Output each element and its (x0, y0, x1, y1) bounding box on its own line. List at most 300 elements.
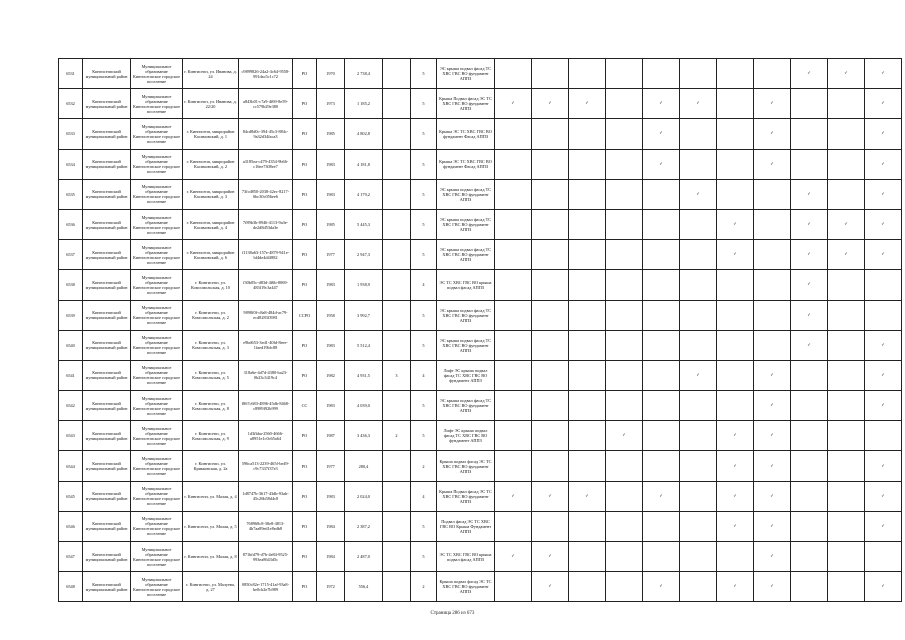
count-cell: 5 (411, 542, 437, 572)
work-cell (828, 542, 865, 572)
district-cell: Кингисеппский муниципальный район (83, 572, 131, 602)
municipality-cell: Муниципальное образование Кингисеппское городское поселение (131, 572, 183, 602)
municipality-cell: Муниципальное образование Кингисеппское городское поселение (131, 89, 183, 119)
work-cell (569, 360, 606, 390)
house-guid-cell: 596ca513-2239-465f-be49-c9c7337f37e3 (239, 451, 293, 481)
year-cell: 1983 (317, 481, 345, 511)
check-mark-icon: ✓ (754, 542, 791, 572)
work-cell (680, 270, 717, 300)
work-cell (606, 572, 643, 602)
work-cell (791, 119, 828, 149)
check-mark-icon: ✓ (828, 59, 865, 89)
table-row (59, 391, 902, 421)
row-number: 6535 (59, 179, 83, 209)
work-cell (828, 481, 865, 511)
check-mark-icon: ✓ (643, 149, 680, 179)
count-cell: 5 (411, 119, 437, 149)
lifts-cell: 2 (383, 421, 411, 451)
row-number: 6546 (59, 511, 83, 541)
count-cell: 5 (411, 209, 437, 239)
check-mark-icon: ✓ (865, 330, 902, 360)
lifts-cell (383, 572, 411, 602)
area-cell: 2 738,4 (345, 59, 383, 89)
work-cell (680, 330, 717, 360)
work-cell (606, 270, 643, 300)
district-cell: Кингисеппский муниципальный район (83, 421, 131, 451)
ownership-cell: РО (293, 421, 317, 451)
year-cell: 1985 (317, 119, 345, 149)
work-cell (828, 149, 865, 179)
municipality-cell: Муниципальное образование Кингисеппское городское поселение (131, 240, 183, 270)
area-cell: 3 436,3 (345, 421, 383, 451)
area-cell: 280,4 (345, 451, 383, 481)
address-cell: г. Кингисепп, ул. Иванова, д. 22/20 (183, 89, 239, 119)
work-cell (495, 360, 532, 390)
table-row (59, 179, 902, 209)
count-cell: 5 (411, 421, 437, 451)
district-cell: Кингисеппский муниципальный район (83, 149, 131, 179)
count-cell: 5 (411, 330, 437, 360)
works-cell: ЭС крыша подвал фасад ТС ХВС ГВС ВО фундамент АППЗ (437, 391, 495, 421)
work-cell (717, 330, 754, 360)
work-cell (754, 179, 791, 209)
work-cell (791, 511, 828, 541)
work-cell (680, 240, 717, 270)
municipality-cell: Муниципальное образование Кингисеппское городское поселение (131, 270, 183, 300)
table-row (59, 209, 902, 239)
year-cell: 1977 (317, 451, 345, 481)
work-cell (680, 421, 717, 451)
check-mark-icon: ✓ (717, 451, 754, 481)
count-cell: 5 (411, 89, 437, 119)
ownership-cell: РО (293, 149, 317, 179)
work-cell (606, 300, 643, 330)
year-cell: 1977 (317, 240, 345, 270)
work-cell (680, 451, 717, 481)
ownership-cell: СС (293, 391, 317, 421)
work-cell (717, 89, 754, 119)
check-mark-icon: ✓ (865, 451, 902, 481)
check-mark-icon: ✓ (865, 391, 902, 421)
address-cell: г. Кингисепп, ул. Крикковская, д. 2а (183, 451, 239, 481)
row-number: 6537 (59, 240, 83, 270)
work-cell (532, 240, 569, 270)
year-cell: 1982 (317, 360, 345, 390)
check-mark-icon: ✓ (865, 59, 902, 89)
table-row (59, 270, 902, 300)
year-cell: 1973 (317, 89, 345, 119)
area-cell: 4 179,2 (345, 179, 383, 209)
check-mark-icon: ✓ (791, 179, 828, 209)
house-guid-cell: e9bd653-3ed1-40fd-8eee-1faed19bfc88 (239, 330, 293, 360)
check-mark-icon: ✓ (532, 572, 569, 602)
check-mark-icon: ✓ (865, 572, 902, 602)
work-cell (606, 119, 643, 149)
work-cell (643, 270, 680, 300)
house-guid-cell: f1138a63-157e-4879-941e-bf4de4d4f882 (239, 240, 293, 270)
check-mark-icon: ✓ (717, 572, 754, 602)
area-cell: 1 185,2 (345, 89, 383, 119)
check-mark-icon: ✓ (754, 149, 791, 179)
lifts-cell (383, 59, 411, 89)
work-cell (569, 572, 606, 602)
year-cell: 1983 (317, 391, 345, 421)
work-cell (791, 360, 828, 390)
check-mark-icon: ✓ (865, 119, 902, 149)
work-cell (532, 511, 569, 541)
year-cell: 1984 (317, 542, 345, 572)
district-cell: Кингисеппский муниципальный район (83, 179, 131, 209)
address-cell: г. Кингисепп, ул. Комсомольская, д. 3 (183, 330, 239, 360)
count-cell: 2 (411, 572, 437, 602)
work-cell (643, 300, 680, 330)
municipality-cell: Муниципальное образование Кингисеппское городское поселение (131, 149, 183, 179)
work-cell (606, 360, 643, 390)
address-cell: г. Кингисепп, ул. Иванова, д. 24 (183, 59, 239, 89)
area-cell: 4 181,8 (345, 149, 383, 179)
work-cell (717, 360, 754, 390)
ownership-cell: РО (293, 572, 317, 602)
work-cell (680, 481, 717, 511)
district-cell: Кингисеппский муниципальный район (83, 360, 131, 390)
lifts-cell (383, 179, 411, 209)
district-cell: Кингисеппский муниципальный район (83, 451, 131, 481)
address-cell: г. Кингисепп, микрорайон Касимовский, д. 6 (183, 240, 239, 270)
work-cell (680, 59, 717, 89)
year-cell: 1958 (317, 300, 345, 330)
work-cell (606, 240, 643, 270)
ownership-cell: РО (293, 209, 317, 239)
row-number: 6534 (59, 149, 83, 179)
house-guid-cell: f30b05c-d83d-4f6b-8069-483f19c3a447 (239, 270, 293, 300)
work-cell (754, 209, 791, 239)
house-guid-cell: 73fcd850-2038-42ec-8217-6bc30c056ee6 (239, 179, 293, 209)
district-cell: Кингисеппский муниципальный район (83, 330, 131, 360)
work-cell (754, 59, 791, 89)
ownership-cell: РО (293, 179, 317, 209)
works-cell: ЭС крыша подвал фасад ТС ХВС ГВС ВО фундамент АППЗ (437, 179, 495, 209)
municipality-cell: Муниципальное образование Кингисеппское городское поселение (131, 421, 183, 451)
ownership-cell: РО (293, 89, 317, 119)
year-cell: 1987 (317, 421, 345, 451)
row-number: 6531 (59, 59, 83, 89)
building-register-table (58, 58, 902, 602)
municipality-cell: Муниципальное образование Кингисеппское городское поселение (131, 360, 183, 390)
house-guid-cell: 768968c8-38e8-4813-4b7aa89ed1e8edb8 (239, 511, 293, 541)
work-cell (532, 209, 569, 239)
work-cell (791, 149, 828, 179)
year-cell: 1983 (317, 149, 345, 179)
work-cell (717, 149, 754, 179)
work-cell (606, 209, 643, 239)
work-cell (569, 119, 606, 149)
area-cell: 2 024,0 (345, 481, 383, 511)
ownership-cell: РО (293, 240, 317, 270)
work-cell (606, 542, 643, 572)
works-cell: Крыша Подвал фасад ЭС ТС ХВС ГВС ВО фундамент АППЗ (437, 89, 495, 119)
check-mark-icon: ✓ (791, 209, 828, 239)
district-cell: Кингисеппский муниципальный район (83, 119, 131, 149)
lifts-cell (383, 209, 411, 239)
house-guid-cell: a3185ea-c479-4354-9b66-c16ee7308ee7 (239, 149, 293, 179)
row-number: 6538 (59, 270, 83, 300)
row-number: 6548 (59, 572, 83, 602)
check-mark-icon: ✓ (791, 59, 828, 89)
table-row (59, 572, 902, 602)
check-mark-icon: ✓ (643, 572, 680, 602)
work-cell (717, 300, 754, 330)
work-cell (791, 542, 828, 572)
work-cell (680, 391, 717, 421)
work-cell (532, 270, 569, 300)
area-cell: 4 802,8 (345, 119, 383, 149)
work-cell (865, 270, 902, 300)
address-cell: г. Кингисепп, ул. Комсомольская, д. 9 (183, 421, 239, 451)
check-mark-icon: ✓ (865, 240, 902, 270)
works-cell: Крыша ЭС ТС ХВС ГВС ВО фундамент Фасад АППЗ (437, 119, 495, 149)
house-guid-cell: 0850c82e-1715-41af-93a8-be0cb2e7b989 (239, 572, 293, 602)
ownership-cell: РО (293, 360, 317, 390)
check-mark-icon: ✓ (791, 330, 828, 360)
district-cell: Кингисеппский муниципальный район (83, 542, 131, 572)
work-cell (643, 179, 680, 209)
work-cell (532, 149, 569, 179)
work-cell (680, 209, 717, 239)
address-cell: г. Кингисепп, ул. Малая, д. 8 (183, 542, 239, 572)
count-cell: 2 (411, 451, 437, 481)
work-cell (569, 240, 606, 270)
check-mark-icon: ✓ (643, 89, 680, 119)
check-mark-icon: ✓ (865, 360, 902, 390)
address-cell: г. Кингисепп, ул. Малая, д. 5 (183, 511, 239, 541)
row-number: 6541 (59, 360, 83, 390)
work-cell (495, 300, 532, 330)
year-cell: 1985 (317, 209, 345, 239)
works-cell: ЭС ТС ХВС ГВС ВО крыша подвал фасад АППЗ (437, 270, 495, 300)
table-row (59, 511, 902, 541)
work-cell (495, 149, 532, 179)
area-cell: 4 039,0 (345, 391, 383, 421)
work-cell (828, 89, 865, 119)
work-cell (569, 270, 606, 300)
work-cell (680, 119, 717, 149)
ownership-cell: РО (293, 542, 317, 572)
area-cell: 556,4 (345, 572, 383, 602)
table-row (59, 89, 902, 119)
address-cell: г. Кингисепп, ул. Комсомольская, д. 8 (183, 391, 239, 421)
check-mark-icon: ✓ (754, 421, 791, 451)
check-mark-icon: ✓ (865, 179, 902, 209)
work-cell (791, 572, 828, 602)
work-cell (643, 59, 680, 89)
area-cell: 5 445,3 (345, 209, 383, 239)
house-guid-cell: f867c683-4896-45db-8468-c8989f92b999 (239, 391, 293, 421)
check-mark-icon: ✓ (828, 240, 865, 270)
district-cell: Кингисеппский муниципальный район (83, 209, 131, 239)
work-cell (828, 179, 865, 209)
works-cell: Подвал фасад ЭС ТС ХВС ГВС ВО Крыша Фундамент АППЗ (437, 511, 495, 541)
count-cell: 5 (411, 300, 437, 330)
works-cell: ЭС ТС ХВС ГВС ВО крыша подвал фасад АППЗ (437, 542, 495, 572)
work-cell (828, 572, 865, 602)
ownership-cell: РО (293, 270, 317, 300)
work-cell (606, 89, 643, 119)
work-cell (606, 481, 643, 511)
work-cell (532, 360, 569, 390)
work-cell (791, 89, 828, 119)
check-mark-icon: ✓ (680, 360, 717, 390)
check-mark-icon: ✓ (865, 511, 902, 541)
work-cell (754, 270, 791, 300)
ownership-cell: РО (293, 481, 317, 511)
work-cell (495, 179, 532, 209)
work-cell (680, 572, 717, 602)
work-cell (791, 481, 828, 511)
work-cell (717, 542, 754, 572)
count-cell: 5 (411, 149, 437, 179)
work-cell (643, 360, 680, 390)
check-mark-icon: ✓ (754, 572, 791, 602)
work-cell (680, 542, 717, 572)
page-footer: Страница 286 из 673 (430, 611, 475, 616)
lifts-cell (383, 542, 411, 572)
year-cell: 1970 (317, 59, 345, 89)
check-mark-icon: ✓ (643, 481, 680, 511)
work-cell (680, 300, 717, 330)
municipality-cell: Муниципальное образование Кингисеппское городское поселение (131, 59, 183, 89)
work-cell (754, 240, 791, 270)
year-cell: 1984 (317, 511, 345, 541)
lifts-cell (383, 511, 411, 541)
ownership-cell: ССРО (293, 300, 317, 330)
work-cell (569, 300, 606, 330)
district-cell: Кингисеппский муниципальный район (83, 511, 131, 541)
work-cell (680, 149, 717, 179)
address-cell: г. Кингисепп, ул. Малая, д. 4 (183, 481, 239, 511)
table-row (59, 330, 902, 360)
house-guid-cell: 1d8747b-3617-43db-93ab-45c26b58d4c8 (239, 481, 293, 511)
municipality-cell: Муниципальное образование Кингисеппское городское поселение (131, 330, 183, 360)
work-cell (828, 391, 865, 421)
work-cell (495, 270, 532, 300)
works-cell: ЭС крыша подвал фасад ТС ХВС ГВС ВО фундамент АППЗ (437, 209, 495, 239)
area-cell: 1 938,9 (345, 270, 383, 300)
check-mark-icon: ✓ (717, 511, 754, 541)
municipality-cell: Муниципальное образование Кингисеппское городское поселение (131, 451, 183, 481)
district-cell: Кингисеппский муниципальный район (83, 89, 131, 119)
house-guid-cell: 871bfd79-d7b-4e84-9525-993ea8643d5c (239, 542, 293, 572)
work-cell (606, 511, 643, 541)
work-cell (643, 391, 680, 421)
work-cell (717, 119, 754, 149)
table-row (59, 481, 902, 511)
area-cell: 3 992,7 (345, 300, 383, 330)
work-cell (569, 451, 606, 481)
work-cell (606, 59, 643, 89)
municipality-cell: Муниципальное образование Кингисеппское городское поселение (131, 209, 183, 239)
check-mark-icon: ✓ (865, 89, 902, 119)
district-cell: Кингисеппский муниципальный район (83, 481, 131, 511)
work-cell (606, 391, 643, 421)
count-cell: 5 (411, 240, 437, 270)
row-number: 6543 (59, 421, 83, 451)
work-cell (717, 59, 754, 89)
work-cell (828, 330, 865, 360)
district-cell: Кингисеппский муниципальный район (83, 240, 131, 270)
house-guid-cell: 1d3fbba-2560-4666-a8951e1c0c65a64 (239, 421, 293, 451)
work-cell (828, 360, 865, 390)
area-cell: 2 947,3 (345, 240, 383, 270)
works-cell: Крыша Подвал фасад ЭС ТС ХВС ГВС ВО фундамент АППЗ (437, 481, 495, 511)
check-mark-icon: ✓ (754, 511, 791, 541)
lifts-cell (383, 270, 411, 300)
municipality-cell: Муниципальное образование Кингисеппское городское поселение (131, 300, 183, 330)
count-cell: 5 (411, 391, 437, 421)
work-cell (569, 59, 606, 89)
work-cell (532, 330, 569, 360)
check-mark-icon: ✓ (717, 209, 754, 239)
works-cell: Лифт ЭС крыша подвал фасад ТС ХВС ГВС ВО фундамент АППЗ (437, 360, 495, 390)
work-cell (643, 542, 680, 572)
check-mark-icon: ✓ (754, 119, 791, 149)
year-cell: 1983 (317, 330, 345, 360)
year-cell: 1972 (317, 572, 345, 602)
work-cell (495, 119, 532, 149)
address-cell: г. Кингисепп, микрорайон Касимовский, д. 4 (183, 209, 239, 239)
work-cell (643, 421, 680, 451)
address-cell: г. Кингисепп, микрорайон Касимовский, д. 2 (183, 149, 239, 179)
lifts-cell (383, 330, 411, 360)
works-cell: ЭС крыша подвал фасад ТС ХВС ГВС ВО фундамент АППЗ (437, 59, 495, 89)
check-mark-icon: ✓ (754, 360, 791, 390)
work-cell (569, 542, 606, 572)
row-number: 6539 (59, 300, 83, 330)
work-cell (532, 179, 569, 209)
table-row (59, 451, 902, 481)
work-cell (495, 421, 532, 451)
work-cell (569, 149, 606, 179)
year-cell: 1983 (317, 270, 345, 300)
check-mark-icon: ✓ (754, 89, 791, 119)
address-cell: г. Кингисепп, ул. Малуева, д. 27 (183, 572, 239, 602)
municipality-cell: Муниципальное образование Кингисеппское городское поселение (131, 481, 183, 511)
work-cell (828, 451, 865, 481)
work-cell (495, 209, 532, 239)
work-cell (791, 421, 828, 451)
house-guid-cell: c9899826-24a2-4c64-9558-991dac5c1c72 (239, 59, 293, 89)
work-cell (495, 511, 532, 541)
work-cell (569, 179, 606, 209)
municipality-cell: Муниципальное образование Кингисеппское городское поселение (131, 511, 183, 541)
works-cell: ЭС крыша подвал фасад ТС ХВС ГВС ВО фундамент АППЗ (437, 330, 495, 360)
work-cell (606, 179, 643, 209)
works-cell: Лифт ЭС крыша подвал фасад ТС ХВС ГВС ВО фундамент АППЗ (437, 421, 495, 451)
ownership-cell: РО (293, 59, 317, 89)
check-mark-icon: ✓ (643, 119, 680, 149)
work-cell (754, 300, 791, 330)
check-mark-icon: ✓ (754, 391, 791, 421)
work-cell (495, 240, 532, 270)
check-mark-icon: ✓ (828, 209, 865, 239)
work-cell (865, 300, 902, 330)
work-cell (643, 209, 680, 239)
work-cell (569, 421, 606, 451)
work-cell (532, 59, 569, 89)
work-cell (495, 572, 532, 602)
count-cell: 5 (411, 59, 437, 89)
row-number: 6536 (59, 209, 83, 239)
municipality-cell: Муниципальное образование Кингисеппское городское поселение (131, 179, 183, 209)
